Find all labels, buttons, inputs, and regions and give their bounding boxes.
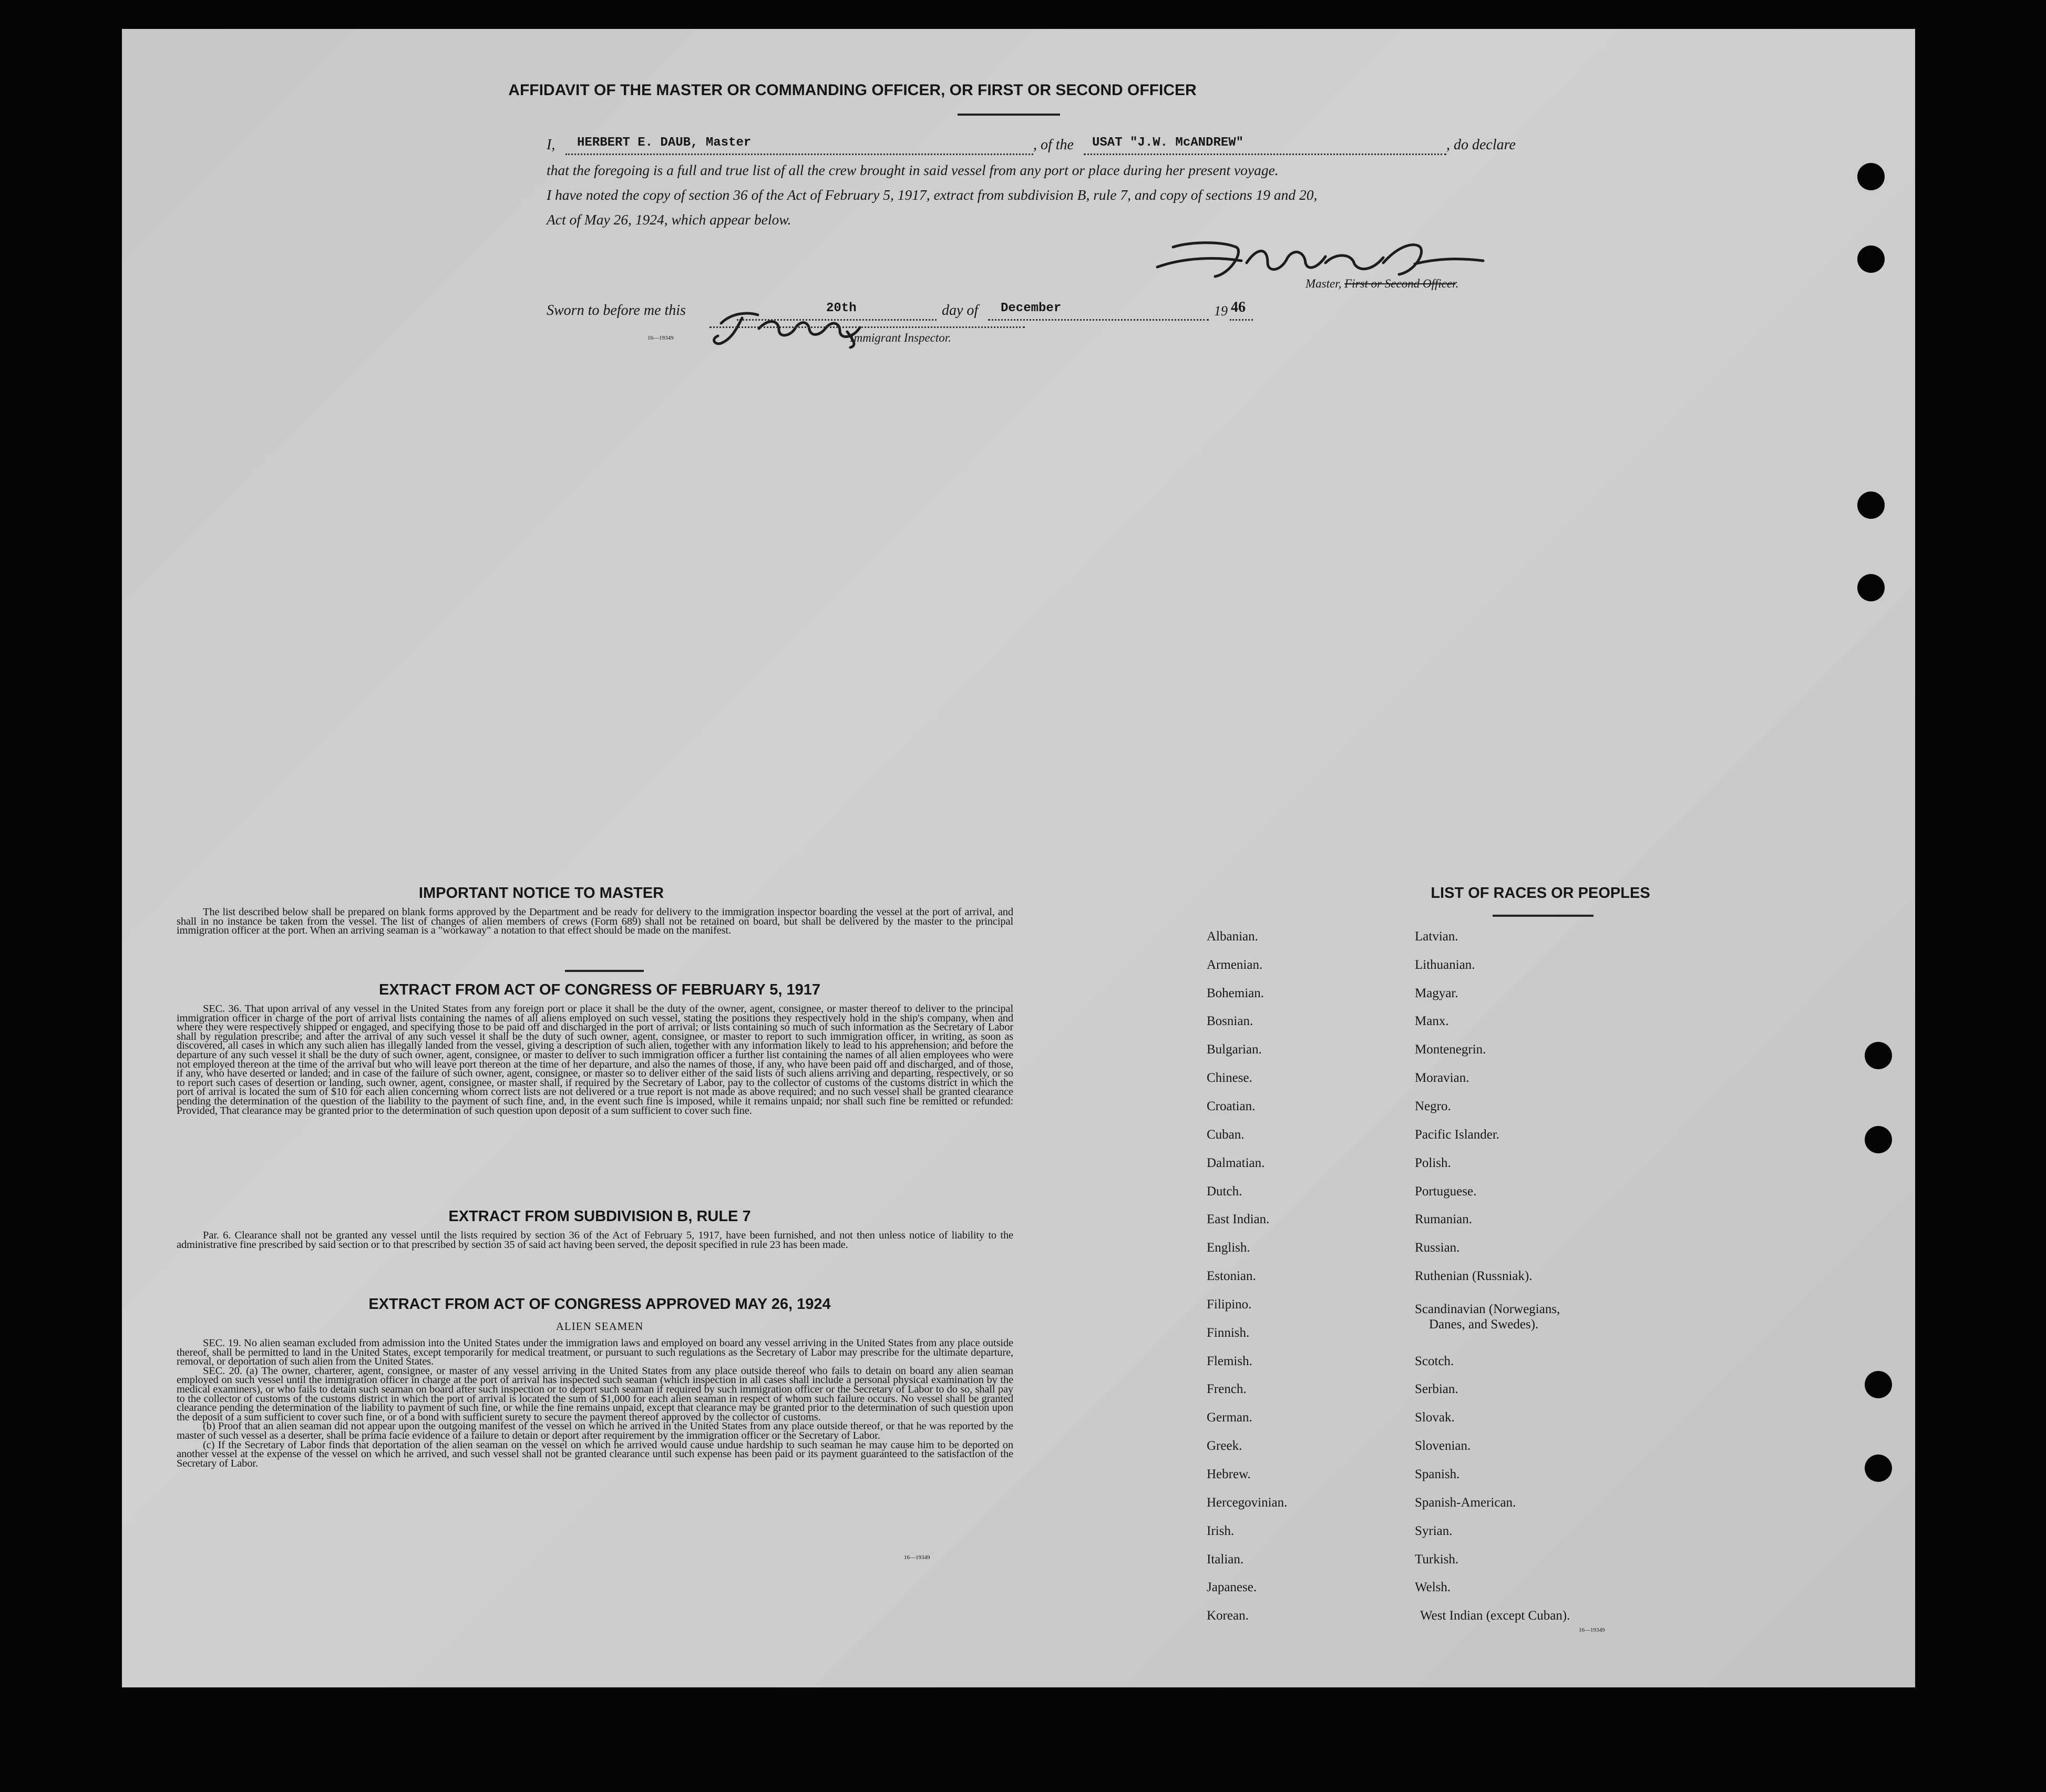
affidavit-form-number: 16—19349: [647, 335, 674, 341]
sec-20a-text: SEC. 20. (a) The owner, charterer, agent, consignee, or master of any vessel arriving in the United States from any place outside thereof who fails to detain on board any alien seaman employed on such vessel until the immigration officer in charge at the port of arrival has inspected such seaman (which inspection in all cases shall include a personal physical examination by the medical examiners), or who fails to detain such seaman on board after such inspection or to deport such seaman if required by such immigration officer or the Secretary of Labor to do so, shall pay to the collector of customs of the customs district in which the port of arrival is located the sum of $1,000 for each alien seaman in respect of whom such failure occurs. No vessel shall be granted clearance pending the determination of the liability to payment of such fine, or while the fine remains unpaid, except that clearance may be granted prior to the determination of such question upon the deposit of a sum sufficient to cover such fine, or of a bond with sufficient surety to secure the payment thereof approved by the collector of customs.: [177, 1365, 1013, 1423]
race-left-item: English.: [1207, 1241, 1250, 1255]
rule7-body: [177, 1231, 1013, 1250]
inspector-underline: [710, 326, 1025, 328]
sec-20c-text: (c) If the Secretary of Labor finds that deportation of the alien seaman on the vessel on which he arrived would cause undue hardship to such seaman he may cause him to be deported on another vessel at the expense of the vessel on which he arrived, and such vessel shall not be granted clearance until such expense has been paid or its payment guaranteed to the satisfaction of the Secretary of Labor.: [177, 1439, 1013, 1469]
month-underline: [988, 319, 1209, 321]
races-rule: [1493, 915, 1593, 917]
race-right-item: Serbian.: [1415, 1382, 1458, 1396]
race-right-item: Slovak.: [1415, 1410, 1455, 1425]
punch-hole: [1857, 491, 1885, 519]
race-left-item: Italian.: [1207, 1552, 1244, 1566]
sworn-line: [547, 299, 1282, 323]
race-left-item: Japanese.: [1207, 1580, 1257, 1594]
affidavit-title: AFFIDAVIT OF THE MASTER OR COMMANDING OFFICER, OR FIRST OR SECOND OFFICER: [508, 81, 1197, 99]
master-signature: [1152, 226, 1488, 284]
race-left-item: Hebrew.: [1207, 1467, 1251, 1481]
declarant-underline: [566, 153, 1033, 155]
notice-body: [177, 908, 1013, 936]
notice-rule: [565, 970, 644, 972]
signature-caption: [1305, 277, 1458, 291]
punch-hole: [1857, 163, 1885, 190]
race-left-item: Greek.: [1207, 1439, 1242, 1453]
sworn-label: Sworn to before me this: [547, 302, 686, 319]
race-right-item: Polish.: [1415, 1156, 1451, 1170]
affidavit-line2: that the foregoing is a full and true list of all the crew brought in said vessel from any port or place during her present voyage.: [547, 162, 1279, 178]
race-right-item: Danes, and Swedes).: [1429, 1317, 1539, 1332]
affidavit-line1: [547, 137, 1640, 158]
race-left-item: Dutch.: [1207, 1184, 1242, 1199]
alien-seamen-subtitle: ALIEN SEAMEN: [556, 1320, 644, 1333]
race-left-item: French.: [1207, 1382, 1247, 1396]
race-left-item: Irish.: [1207, 1524, 1235, 1538]
sec-20b-text: (b) Proof that an alien seaman did not appear upon the outgoing manifest of the vessel on which he arrived in the United States from any place outside thereof, or that he was reported by the master of such vessel as a deserter, shall be prima facie evidence of a failure to detain or deport after requirement by the immigration officer or the Secretary of Labor.: [177, 1420, 1013, 1441]
race-right-item: Portuguese.: [1415, 1184, 1477, 1199]
year-suffix: 46: [1231, 299, 1246, 315]
extract-1924-body: [177, 1339, 1013, 1468]
punch-hole: [1865, 1126, 1892, 1153]
race-right-item: Scandinavian (Norwegians,: [1415, 1302, 1560, 1316]
race-left-item: Chinese.: [1207, 1071, 1252, 1085]
sworn-day: 20th: [826, 301, 857, 315]
rule7-title: EXTRACT FROM SUBDIVISION B, RULE 7: [448, 1208, 751, 1225]
race-right-item: Montenegrin.: [1415, 1042, 1486, 1057]
race-left-item: Estonian.: [1207, 1269, 1256, 1283]
race-right-item: West Indian (except Cuban).: [1420, 1609, 1570, 1623]
affidavit-line4: Act of May 26, 1924, which appear below.: [547, 211, 791, 228]
extract-1924-title: EXTRACT FROM ACT OF CONGRESS APPROVED MAY 26, 1924: [368, 1296, 831, 1313]
race-left-item: Cuban.: [1207, 1128, 1245, 1142]
document-page: [122, 29, 1915, 1687]
race-left-item: Bosnian.: [1207, 1014, 1253, 1028]
race-right-item: Negro.: [1415, 1099, 1451, 1113]
race-left-item: East Indian.: [1207, 1212, 1270, 1226]
sworn-month: December: [1001, 301, 1062, 315]
sec-19-text: SEC. 19. No alien seaman excluded from admission into the United States under the immigration laws and employed on board any vessel arriving in the United States from any place outside thereof, shall be permitted to land in the United States, except temporarily for medical treatment, or pursuant to such regulations as the Secretary of Labor may prescribe for the ultimate departure, removal, or deportation of such alien from the United States.: [177, 1337, 1013, 1368]
race-left-item: Hercegovinian.: [1207, 1496, 1288, 1510]
race-left-item: Albanian.: [1207, 929, 1258, 944]
sec-36-text: SEC. 36. That upon arrival of any vessel in the United States from any foreign port or place it shall be the duty of the owner, agent, consignee, or master thereof to deliver to the principal immigration officer in charge of the port of arrival lists containing the names of all aliens employed on such vessel, stating the positions they respectively hold in the ship's company, when and where they were respectively shipped or engaged, and specifying those to be paid off and discharged in the port of arrival; or lists containing so much of such information as the Secretary of Labor shall by regulation prescribe; and after the arrival of any such vessel it shall be the duty of such owner, agent, consignee, or master to report to such immigration officer, in writing, as soon as discovered, all cases in which any such alien has illegally landed from the vessel, giving a description of such alien, together with any information likely to lead to his apprehension; and before the departure of any such vessel it shall be the duty of such owner, agent, consignee, or master to deliver to such immigration officer a further list containing the names of all alien employees who were not employed thereon at the time of the arrival but who will leave port thereon at the time of her departure, and also the names of those, if any, who have been paid off and discharged, and of those, if any, who have deserted or landed; and in case of the failure of such owner, agent, consignee, or master so to deliver either of the said lists of such aliens arriving and departing, respectively, or so to report such cases of desertion or landing, such owner, agent, consignee, or master shall, if required by the Secretary of Labor, pay to the collector of customs of the customs district in which the port of arrival is located the sum of $10 for each alien concerning whom correct lists are not delivered or a true report is not made as above required; and no such vessel shall be granted clearance pending the determination of the question of the liability to the payment of such fine, and, in the event such fine is imposed, while it remains unpaid; nor shall such fine be remitted or refunded: Provided, That clearance may be granted prior to the determination of such question upon deposit of a sum sufficient to cover such fine.: [177, 1003, 1013, 1117]
extract-1917-title: EXTRACT FROM ACT OF CONGRESS OF FEBRUARY 5, 1917: [378, 981, 821, 998]
race-left-item: Armenian.: [1207, 958, 1263, 972]
races-form-number: 16—19349: [1579, 1627, 1605, 1633]
caption-master: Master,: [1305, 277, 1342, 290]
vessel-underline: [1084, 153, 1446, 155]
notice-title: IMPORTANT NOTICE TO MASTER: [418, 885, 664, 902]
race-left-item: Dalmatian.: [1207, 1156, 1265, 1170]
race-left-item: German.: [1207, 1410, 1252, 1425]
race-left-item: Bohemian.: [1207, 986, 1264, 1000]
race-right-item: Magyar.: [1415, 986, 1458, 1000]
race-right-item: Slovenian.: [1415, 1439, 1471, 1453]
race-right-item: Welsh.: [1415, 1580, 1451, 1594]
race-right-item: Turkish.: [1415, 1552, 1459, 1566]
inspector-caption: Immigrant Inspector.: [850, 331, 951, 344]
race-right-item: Moravian.: [1415, 1071, 1469, 1085]
notice-text: The list described below shall be prepared on blank forms approved by the Department and be ready for delivery to the immigration inspector boarding the vessel at the port of arrival, and shall in no instance be taken from the vessel. The list of changes of alien members of crews (Form 689) shall not be retained on board, but shall be delivered by the master to the principal immigration officer at the port. When an arriving seaman is a "workaway" a notation to that effect should be made on the manifest.: [177, 906, 1013, 937]
race-left-item: Filipino.: [1207, 1297, 1252, 1312]
extract-form-number: 16—19349: [904, 1554, 930, 1561]
race-right-item: Scotch.: [1415, 1354, 1454, 1368]
punch-hole: [1865, 1455, 1892, 1482]
year-prefix: 19: [1214, 303, 1228, 319]
race-right-item: Ruthenian (Russniak).: [1415, 1269, 1533, 1283]
of-the-label: , of the: [1033, 137, 1074, 153]
punch-hole: [1865, 1371, 1892, 1398]
race-left-item: Bulgarian.: [1207, 1042, 1262, 1057]
race-right-item: Pacific Islander.: [1415, 1128, 1500, 1142]
par6-text: Par. 6. Clearance shall not be granted any vessel until the lists required by section 36 of the Act of February 5, 1917, have been furnished, and not then unless notice of liability to the administrative fine prescribed by said section or to that prescribed by section 35 of said act having been served, the deposit specified in rule 23 has been made.: [177, 1230, 1013, 1251]
race-right-item: Latvian.: [1415, 929, 1458, 944]
punch-hole: [1865, 1042, 1892, 1069]
race-left-item: Finnish.: [1207, 1326, 1250, 1340]
year-underline: [1230, 319, 1253, 321]
race-right-item: Rumanian.: [1415, 1212, 1473, 1226]
race-right-item: Manx.: [1415, 1014, 1449, 1028]
punch-hole: [1857, 245, 1885, 273]
race-right-item: Russian.: [1415, 1241, 1460, 1255]
race-left-item: Korean.: [1207, 1609, 1249, 1623]
race-left-item: Flemish.: [1207, 1354, 1252, 1368]
i-label: I,: [547, 137, 556, 153]
race-right-item: Syrian.: [1415, 1524, 1453, 1538]
race-left-item: Croatian.: [1207, 1099, 1256, 1113]
race-right-item: Spanish-American.: [1415, 1496, 1516, 1510]
title-underline: [958, 114, 1060, 116]
affidavit-line3: I have noted the copy of section 36 of the Act of February 5, 1917, extract from subdivision B, rule 7, and copy of sections 19 and 20,: [547, 187, 1318, 203]
race-right-item: Spanish.: [1415, 1467, 1460, 1481]
caption-struck: First or Second Officer: [1344, 277, 1456, 290]
extract-1917-body: [177, 1005, 1013, 1115]
race-right-item: Lithuanian.: [1415, 958, 1475, 972]
caption-period: .: [1455, 277, 1459, 290]
vessel-name: USAT "J.W. McANDREW": [1092, 136, 1244, 150]
day-of-label: day of: [942, 302, 979, 319]
punch-hole: [1857, 574, 1885, 601]
do-declare-label: , do declare: [1446, 137, 1516, 153]
declarant-name: HERBERT E. DAUB, Master: [577, 136, 752, 150]
races-title: LIST OF RACES OR PEOPLES: [1431, 885, 1650, 902]
